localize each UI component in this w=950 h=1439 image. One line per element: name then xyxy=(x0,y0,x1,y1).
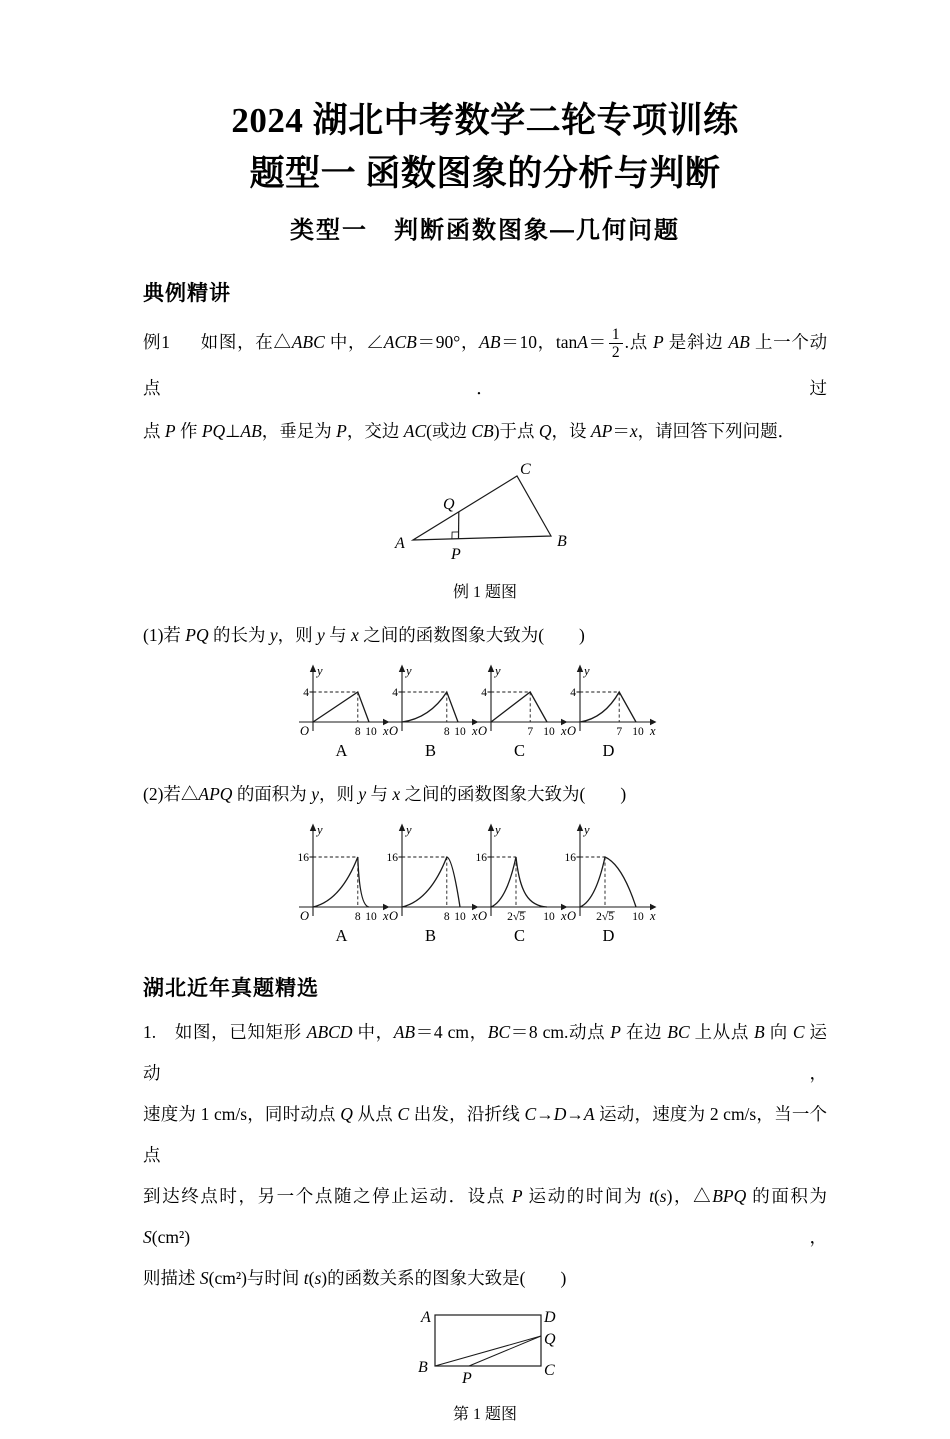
x-axis-label: x xyxy=(471,724,478,738)
vertex-label-A: A xyxy=(394,535,405,552)
option-graph-D xyxy=(560,821,649,946)
doc-title-line1: 2024 湖北中考数学二轮专项训练 xyxy=(143,95,827,148)
problem1-line4: 则描述 S(cm²)与时间 t(s)的函数关系的图象大致是( ) xyxy=(143,1258,827,1299)
example-number: 例1 xyxy=(143,332,170,352)
example1-line1 xyxy=(143,319,827,411)
fraction-denominator: 2 xyxy=(612,344,620,361)
origin-label: O xyxy=(300,724,309,738)
y-axis-label: y xyxy=(582,823,590,837)
y-tick-label: 4 xyxy=(303,687,309,699)
triangle-outline xyxy=(413,476,551,540)
origin-label: O xyxy=(389,909,398,923)
fraction-one-half xyxy=(609,326,623,361)
option-graph-svg xyxy=(560,662,657,740)
option-graph-svg xyxy=(471,662,568,740)
vertex-label-P: P xyxy=(450,546,461,563)
y-tick-label: 16 xyxy=(565,852,577,864)
end-x-tick-label: 10 xyxy=(454,726,466,738)
vertex-label-B: B xyxy=(418,1359,428,1376)
page-content xyxy=(0,95,950,1424)
option-letter-C: C xyxy=(471,926,568,946)
example1-figure-caption: 例 1 题图 xyxy=(143,579,827,602)
option-graph-svg xyxy=(293,662,390,740)
problem1-figure xyxy=(143,1303,827,1393)
right-angle-mark xyxy=(452,532,459,539)
x-axis-label: x xyxy=(382,724,389,738)
vertex-label-C: C xyxy=(520,462,531,478)
option-graph-C xyxy=(471,662,560,761)
section-heading-examples: 典例精讲 xyxy=(143,277,827,307)
x-axis-label: x xyxy=(560,724,567,738)
example1-line1-text-b: .点 P 是斜边 AB 上一个动点．过 xyxy=(143,332,827,398)
triangle-figure-svg xyxy=(385,462,585,564)
x-axis-label: x xyxy=(649,724,656,738)
option-graph-svg xyxy=(471,821,568,925)
option-letter-A: A xyxy=(293,741,390,761)
option-graph-svg xyxy=(560,821,657,925)
option-graph-A xyxy=(293,662,382,761)
y-tick-label: 4 xyxy=(392,687,398,699)
segment-BQ xyxy=(435,1336,541,1366)
option-letter-B: B xyxy=(382,926,479,946)
y-tick-label: 16 xyxy=(298,852,310,864)
y-tick-label: 16 xyxy=(476,852,488,864)
option-letter-D: D xyxy=(560,741,657,761)
peak-x-tick-label: 7 xyxy=(527,726,533,738)
vertex-label-B: B xyxy=(557,533,567,550)
end-x-tick-label: 10 xyxy=(543,911,555,923)
example1-line1-text-a: 如图，在△ABC 中，∠ACB＝90°，AB＝10，tanA＝ xyxy=(200,332,607,352)
option-letter-D: D xyxy=(560,926,657,946)
segment-PQ xyxy=(469,1336,541,1366)
y-axis-label: y xyxy=(404,664,412,678)
example1-question2: (2)若△APQ 的面积为 y，则 y 与 x 之间的函数图象大致为( ) xyxy=(143,774,827,815)
end-x-tick-label: 10 xyxy=(365,911,377,923)
origin-label: O xyxy=(567,909,576,923)
y-axis-label: y xyxy=(315,823,323,837)
option-graph-svg xyxy=(382,821,479,925)
origin-label: O xyxy=(300,909,309,923)
document-page xyxy=(0,95,950,1439)
peak-x-tick-label: 8 xyxy=(444,726,450,738)
problem1-line3: 到达终点时，另一个点随之停止运动．设点 P 运动的时间为 t(s)，△BPQ 的面积为 S(cm²)， xyxy=(143,1176,827,1258)
x-axis-label: x xyxy=(382,909,389,923)
y-axis-label: y xyxy=(493,664,501,678)
vertex-label-D: D xyxy=(543,1309,556,1326)
vertex-label-Q: Q xyxy=(443,496,455,513)
end-x-tick-label: 10 xyxy=(454,911,466,923)
option-letter-A: A xyxy=(293,926,390,946)
vertex-label-Q: Q xyxy=(544,1331,556,1348)
origin-label: O xyxy=(389,724,398,738)
option-graph-C xyxy=(471,821,560,946)
doc-subtitle: 类型一 判断函数图象—几何问题 xyxy=(143,210,827,245)
origin-label: O xyxy=(478,724,487,738)
peak-x-tick-label: 7 xyxy=(616,726,622,738)
origin-label: O xyxy=(478,909,487,923)
end-x-tick-label: 10 xyxy=(632,911,644,923)
y-axis-label: y xyxy=(582,664,590,678)
peak-x-tick-label: 8 xyxy=(355,726,361,738)
y-axis-label: y xyxy=(315,664,323,678)
section-heading-exam: 湖北近年真题精选 xyxy=(143,972,827,1002)
problem1-line1: 1. 如图，已知矩形 ABCD 中，AB＝4 cm，BC＝8 cm.动点 P 在边 BC 上从点 B 向 C 运动， xyxy=(143,1012,827,1094)
problem1-line2: 速度为 1 cm/s，同时动点 Q 从点 C 出发，沿折线 C→D→A 运动，速度为 2 cm/s，当一个点 xyxy=(143,1094,827,1176)
question1-option-graphs xyxy=(293,662,827,761)
problem1-figure-caption: 第 1 题图 xyxy=(143,1401,827,1424)
doc-title-line2: 题型一 函数图象的分析与判断 xyxy=(143,148,827,201)
x-axis-label: x xyxy=(649,909,656,923)
fraction-numerator: 1 xyxy=(609,326,623,344)
x-axis-label: x xyxy=(471,909,478,923)
y-tick-label: 4 xyxy=(570,687,576,699)
y-axis-label: y xyxy=(493,823,501,837)
vertex-label-P: P xyxy=(461,1370,472,1387)
origin-label: O xyxy=(567,724,576,738)
peak-x-tick-label: 8 xyxy=(355,911,361,923)
option-graph-svg xyxy=(293,821,390,925)
vertex-label-C: C xyxy=(544,1362,555,1379)
option-letter-C: C xyxy=(471,741,568,761)
rectangle-figure-svg xyxy=(405,1303,565,1388)
option-graph-B xyxy=(382,662,471,761)
option-graph-D xyxy=(560,662,649,761)
vertex-label-A: A xyxy=(420,1309,431,1326)
end-x-tick-label: 10 xyxy=(543,726,555,738)
option-graph-svg xyxy=(382,662,479,740)
x-axis-label: x xyxy=(560,909,567,923)
option-graph-A xyxy=(293,821,382,946)
peak-x-tick-label: 2√5 xyxy=(507,910,525,923)
example1-figure xyxy=(143,462,827,569)
end-x-tick-label: 10 xyxy=(365,726,377,738)
peak-x-tick-label: 8 xyxy=(444,911,450,923)
peak-x-tick-label: 2√5 xyxy=(596,910,614,923)
option-graph-B xyxy=(382,821,471,946)
y-axis-label: y xyxy=(404,823,412,837)
end-x-tick-label: 10 xyxy=(632,726,644,738)
option-letter-B: B xyxy=(382,741,479,761)
example1-line2: 点 P 作 PQ⊥AB，垂足为 P，交边 AC(或边 CB)于点 Q，设 AP＝x，请回答下列问题． xyxy=(143,411,827,452)
y-tick-label: 16 xyxy=(387,852,399,864)
question2-option-graphs xyxy=(293,821,827,946)
example1-question1: (1)若 PQ 的长为 y，则 y 与 x 之间的函数图象大致为( ) xyxy=(143,615,827,656)
y-tick-label: 4 xyxy=(481,687,487,699)
